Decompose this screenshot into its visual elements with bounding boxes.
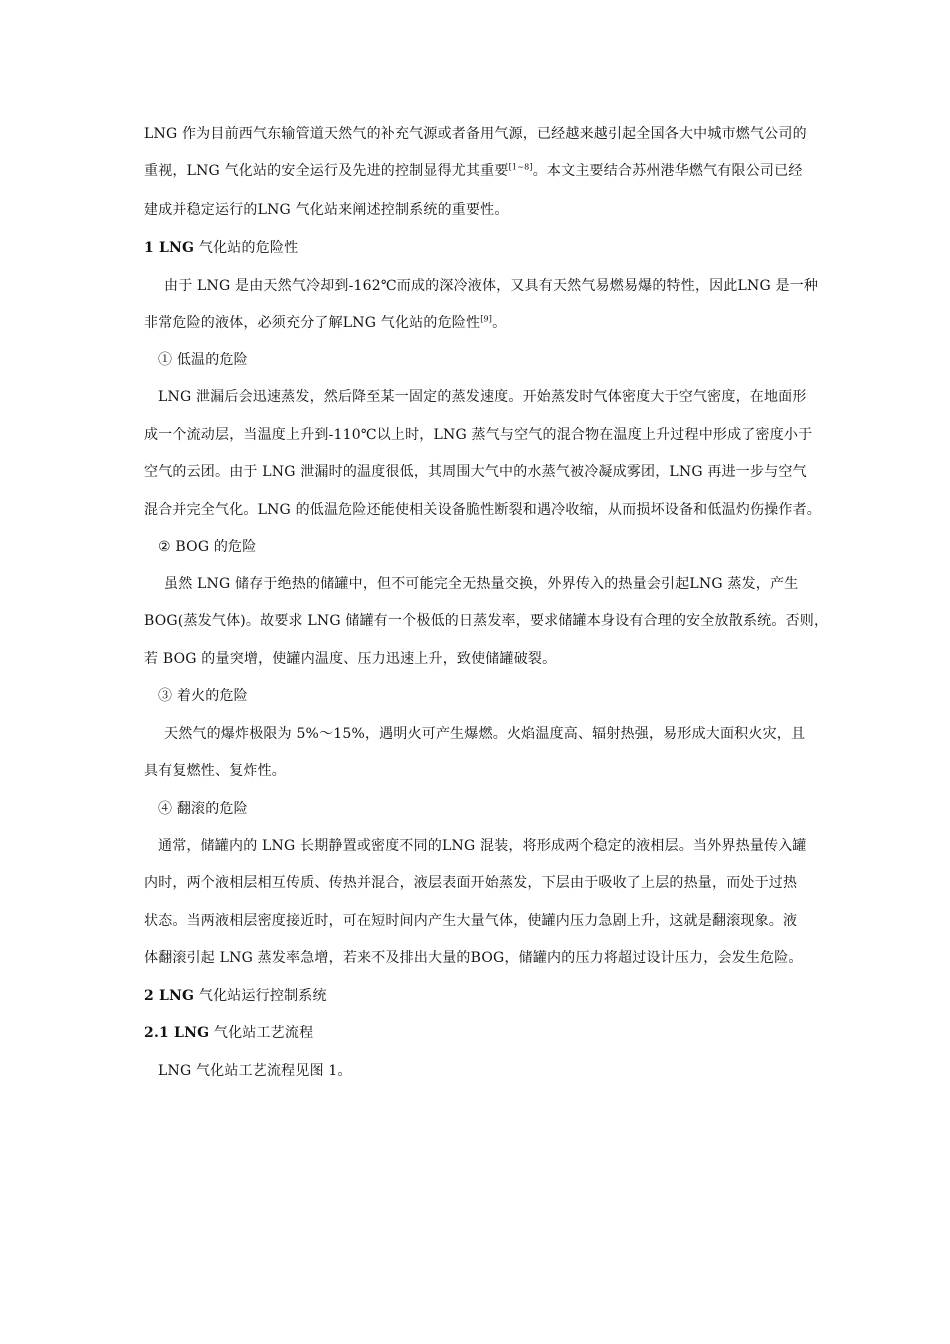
paragraph-process-intro: LNG 气化站工艺流程见图 1。 — [158, 1063, 352, 1079]
heading-text: 气化站工艺流程 — [209, 1025, 314, 1041]
text-segment: 非常危险的液体，必须充分了解LNG 气化站的危险性 — [144, 315, 481, 331]
text-segment: 重视，LNG 气化站的安全运行及先进的控制显得尤其重要 — [144, 163, 509, 179]
text-segment: 。本文主要结合苏州港华燃气有限公司已经 — [532, 163, 803, 179]
subsection-fire: ③ 着火的危险 — [158, 688, 248, 704]
paragraph-rollover-line-1: 通常，储罐内的 LNG 长期静置或密度不同的LNG 混装，将形成两个稳定的液相层。当外界热量传入罐 — [158, 838, 807, 854]
paragraph-bog-line-3: 若 BOG 的量突增，使罐内温度、压力迅速上升，致使储罐破裂。 — [144, 651, 557, 667]
paragraph-bog-line-1: 虽然 LNG 储存于绝热的储罐中，但不可能完全无热量交换，外界传入的热量会引起LNG 蒸发，产生 — [164, 576, 799, 592]
heading-text: 气化站的危险性 — [194, 240, 299, 256]
heading-number: 2 LNG — [144, 988, 195, 1004]
paragraph-rollover-line-4: 体翻滚引起 LNG 蒸发率急增，若来不及排出大量的BOG，储罐内的压力将超过设计压力，会发生危险。 — [144, 950, 803, 966]
section-heading-2-1 — [144, 1023, 313, 1043]
citation-ref: [1~8] — [508, 162, 533, 172]
paragraph-rollover-line-3: 状态。当两液相层密度接近时，可在短时间内产生大量气体，使罐内压力急剧上升，这就是翻滚现象。液 — [144, 913, 798, 929]
paragraph-fire-line-1: 天然气的爆炸极限为 5%～15%，遇明火可产生爆燃。火焰温度高、辐射热强，易形成大面积火灾，且 — [164, 726, 806, 742]
subsection-low-temp: ① 低温的危险 — [158, 352, 248, 368]
paragraph-rollover-line-2: 内时，两个液相层相互传质、传热并混合，液层表面开始蒸发，下层由于吸收了上层的热量，而处于过热 — [144, 875, 798, 891]
paragraph-low-temp-line-4: 混合并完全气化。LNG 的低温危险还能使相关设备脆性断裂和遇冷收缩，从而损坏设备和低温灼伤操作者。 — [144, 502, 821, 518]
section-heading-1 — [144, 238, 298, 258]
heading-text: 气化站运行控制系统 — [194, 988, 327, 1004]
paragraph-low-temp-line-2: 成一个流动层，当温度上升到-110℃以上时，LNG 蒸气与空气的混合物在温度上升过程中形成了密度小于 — [144, 427, 813, 443]
citation-ref: [9] — [480, 314, 493, 324]
paragraph-hazard-line-1: 由于 LNG 是由天然气冷却到-162℃而成的深冷液体，又具有天然气易燃易爆的特性，因此LNG 是一种 — [164, 278, 819, 294]
subsection-bog: ② BOG 的危险 — [158, 539, 257, 555]
heading-number: 2.1 LNG — [144, 1025, 210, 1041]
paragraph-bog-line-2: BOG(蒸发气体)。故要求 LNG 储罐有一个极低的日蒸发率，要求储罐本身设有合理的安全放散系统。否则， — [144, 613, 829, 629]
paragraph-intro-line-3: 建成并稳定运行的LNG 气化站来阐述控制系统的重要性。 — [144, 202, 509, 218]
paragraph-hazard-line-2 — [144, 313, 506, 333]
paragraph-low-temp-line-1: LNG 泄漏后会迅速蒸发，然后降至某一固定的蒸发速度。开始蒸发时气体密度大于空气密度，在地面形 — [158, 389, 807, 405]
section-heading-2 — [144, 986, 327, 1006]
paragraph-intro-line-1: LNG 作为目前西气东输管道天然气的补充气源或者备用气源，已经越来越引起全国各大中城市燃气公司的 — [144, 126, 807, 142]
paragraph-fire-line-2: 具有复燃性、复炸性。 — [144, 763, 286, 779]
paragraph-intro-line-2 — [144, 161, 803, 181]
paragraph-low-temp-line-3: 空气的云团。由于 LNG 泄漏时的温度很低，其周围大气中的水蒸气被冷凝成雾团，LNG 再进一步与空气 — [144, 464, 807, 480]
subsection-rollover: ④ 翻滚的危险 — [158, 801, 248, 817]
heading-number: 1 LNG — [144, 240, 195, 256]
text-segment: 。 — [492, 315, 507, 331]
